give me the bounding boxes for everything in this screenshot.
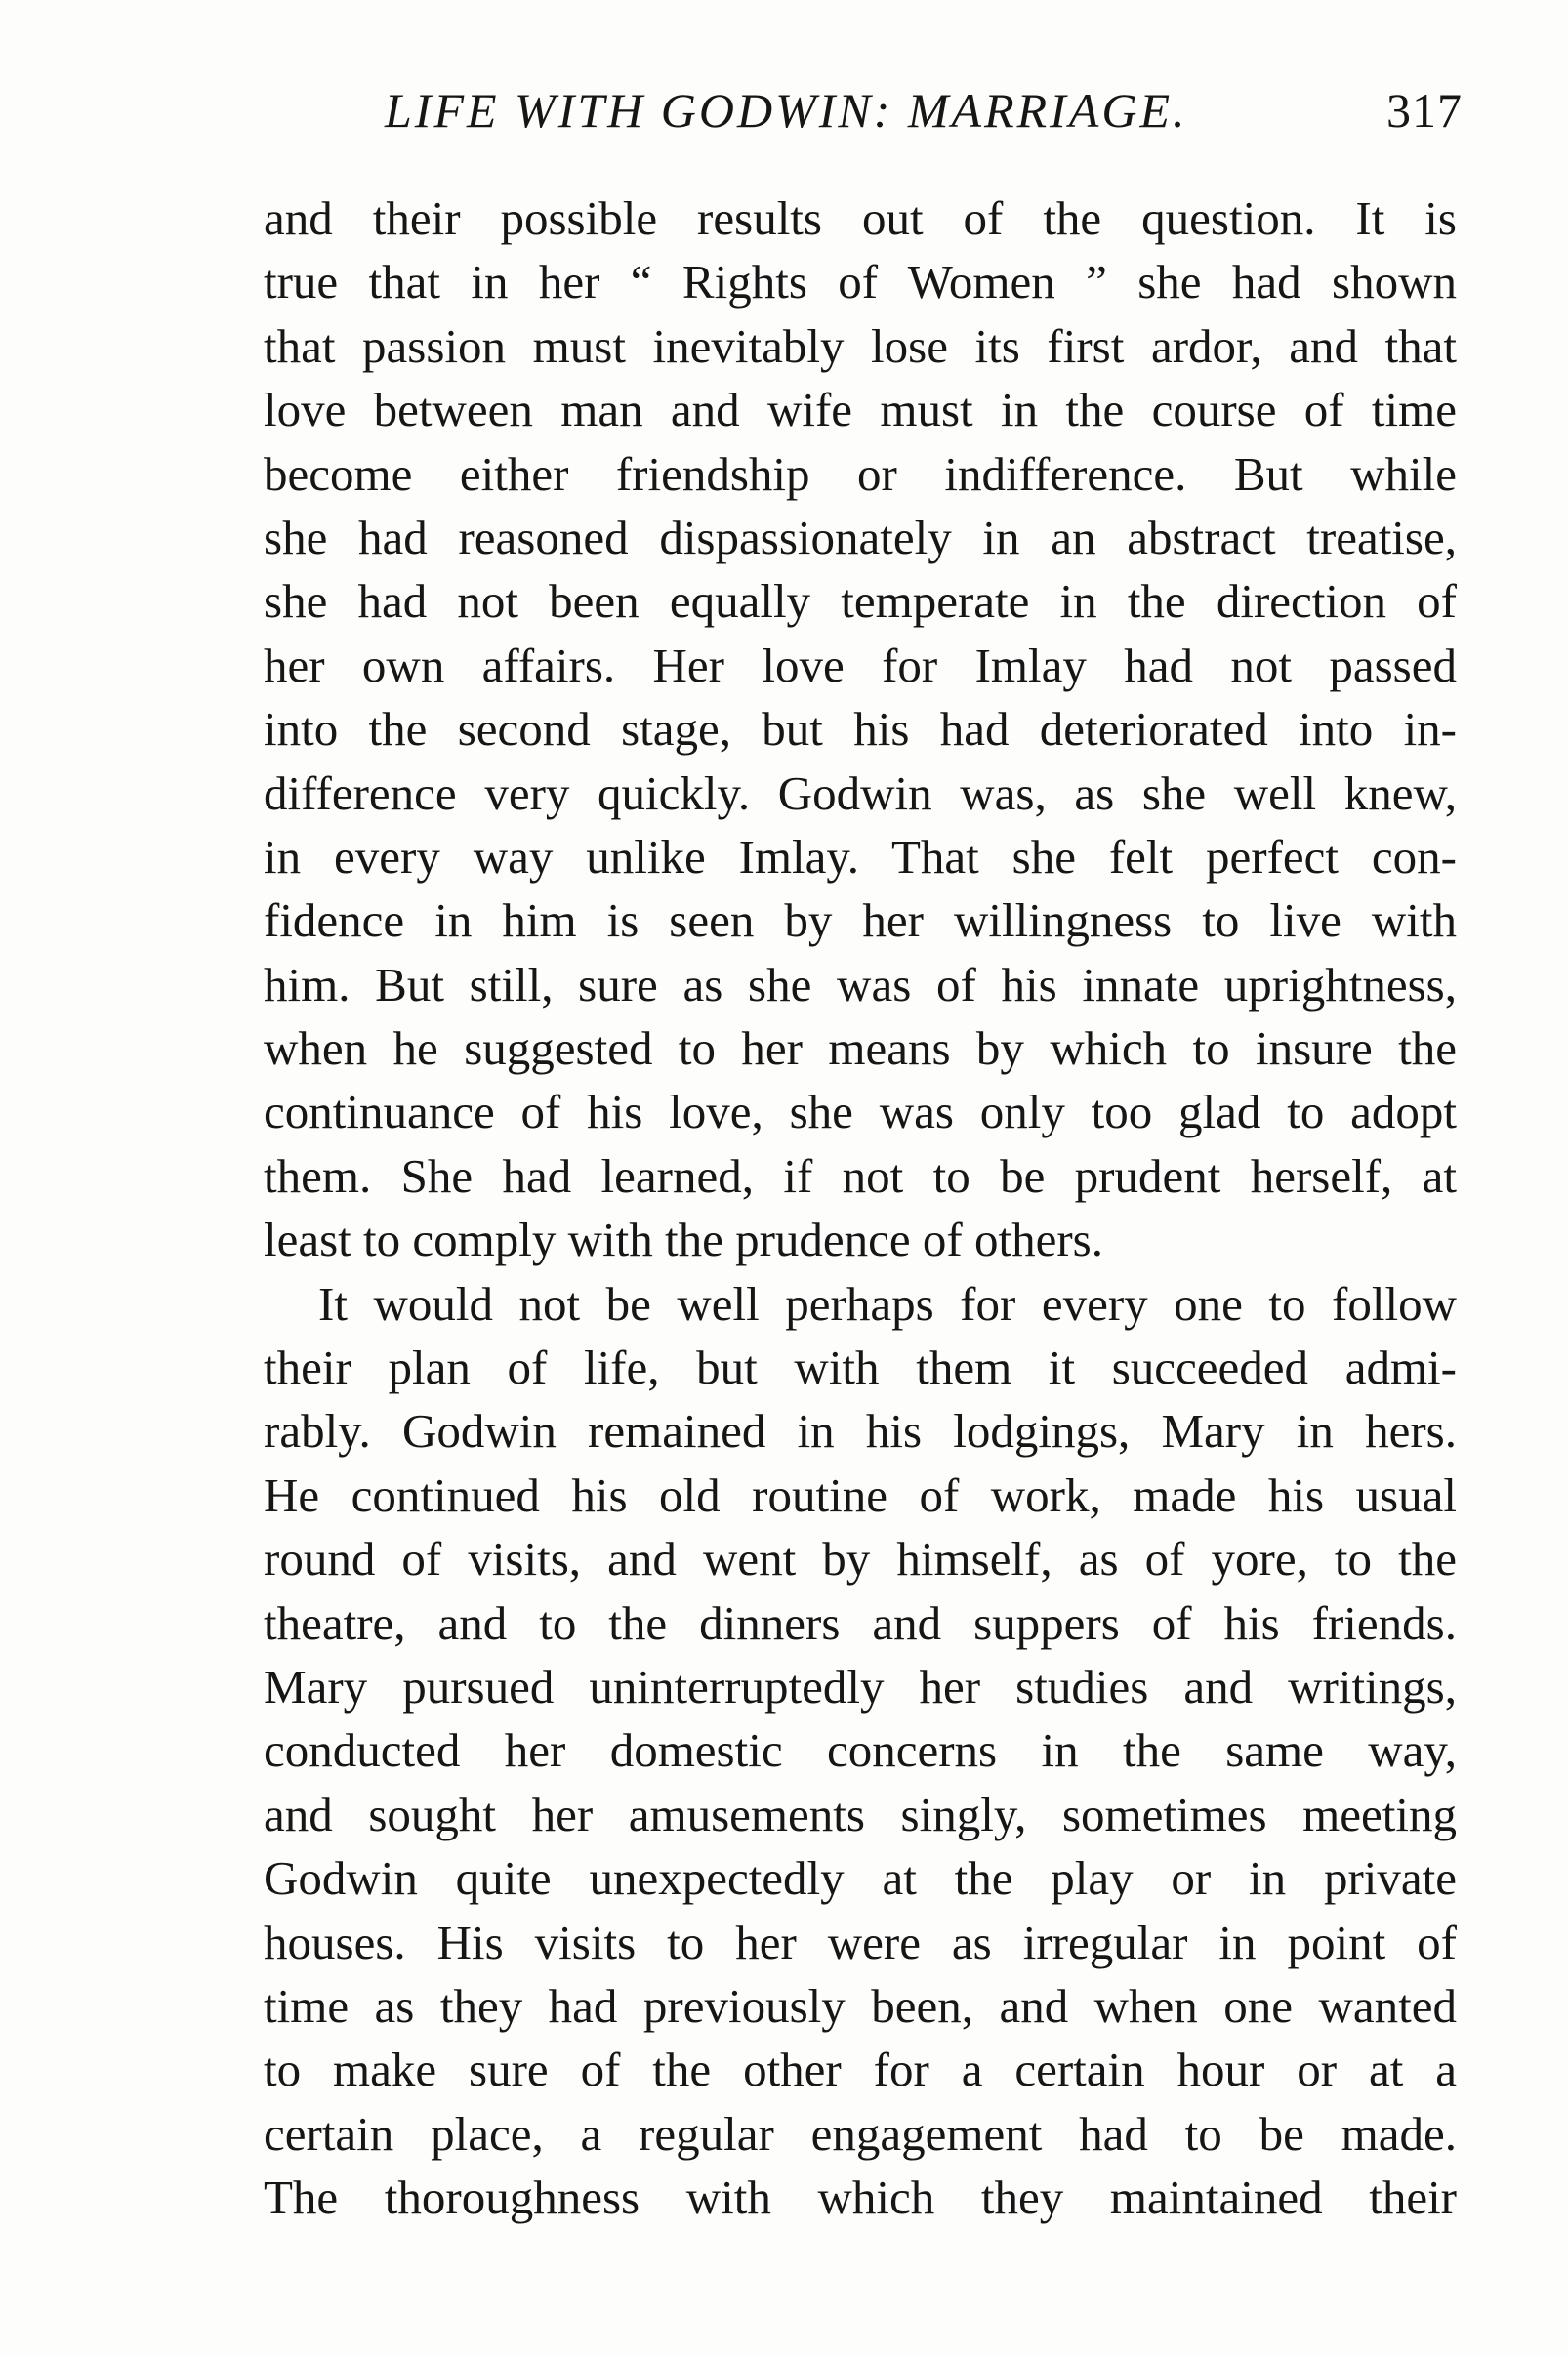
text-line: The thoroughness with which they maintained their [264, 2170, 1457, 2225]
text-line: and sought her amusements singly, sometimes meeting [264, 1787, 1457, 1841]
text-line: Godwin quite unexpectedly at the play or in private [264, 1851, 1457, 1906]
text-line: him. But still, sure as she was of his innate uprightness, [264, 957, 1457, 1012]
body-text [264, 186, 1457, 2230]
text-line: continuance of his love, she was only too glad to adopt [264, 1085, 1457, 1139]
text-line: rably. Godwin remained in his lodgings, Mary in hers. [264, 1404, 1457, 1459]
text-line: and their possible results out of the question. It is [264, 191, 1457, 245]
paragraph-end-line: least to comply with the prudence of others. [264, 1213, 1103, 1267]
paragraph-start-line: It would not be well perhaps for every one to follow [318, 1276, 1457, 1331]
text-line: difference very quickly. Godwin was, as she well knew, [264, 765, 1457, 820]
text-line: round of visits, and went by himself, as of yore, to the [264, 1532, 1457, 1587]
page-number: 317 [1386, 83, 1463, 138]
page-header [262, 76, 1463, 154]
text-line: become either friendship or indifference. But while [264, 446, 1457, 501]
text-line: she had reasoned dispassionately in an abstract treatise, [264, 510, 1457, 564]
text-line: time as they had previously been, and when one wanted [264, 1978, 1457, 2033]
text-line: into the second stage, but his had deteriorated into in- [264, 702, 1457, 757]
text-line: them. She had learned, if not to be prudent herself, at [264, 1148, 1457, 1203]
running-head: LIFE WITH GODWIN: MARRIAGE. [385, 83, 1188, 138]
text-line: Mary pursued uninterruptedly her studies and writings, [264, 1659, 1457, 1714]
text-line: houses. His visits to her were as irregular in point of [264, 1915, 1457, 1969]
text-line: to make sure of the other for a certain hour or at a [264, 2043, 1457, 2097]
text-line: He continued his old routine of work, made his usual [264, 1467, 1457, 1522]
text-line: love between man and wife must in the course of time [264, 383, 1457, 437]
text-line: when he suggested to her means by which to insure the [264, 1021, 1457, 1076]
text-line: fidence in him is seen by her willingness to live with [264, 893, 1457, 948]
text-line: that passion must inevitably lose its first ardor, and that [264, 318, 1457, 373]
text-line: certain place, a regular engagement had to be made. [264, 2106, 1457, 2161]
text-line: conducted her domestic concerns in the same way, [264, 1723, 1457, 1778]
text-line: true that in her “ Rights of Women ” she had shown [264, 255, 1457, 310]
text-line: in every way unlike Imlay. That she felt perfect con- [264, 829, 1457, 884]
text-line: she had not been equally temperate in the direction of [264, 574, 1457, 629]
text-line: theatre, and to the dinners and suppers of his friends. [264, 1595, 1457, 1650]
text-line: her own affairs. Her love for Imlay had not passed [264, 638, 1457, 692]
text-line: their plan of life, but with them it succeeded admi- [264, 1341, 1457, 1395]
